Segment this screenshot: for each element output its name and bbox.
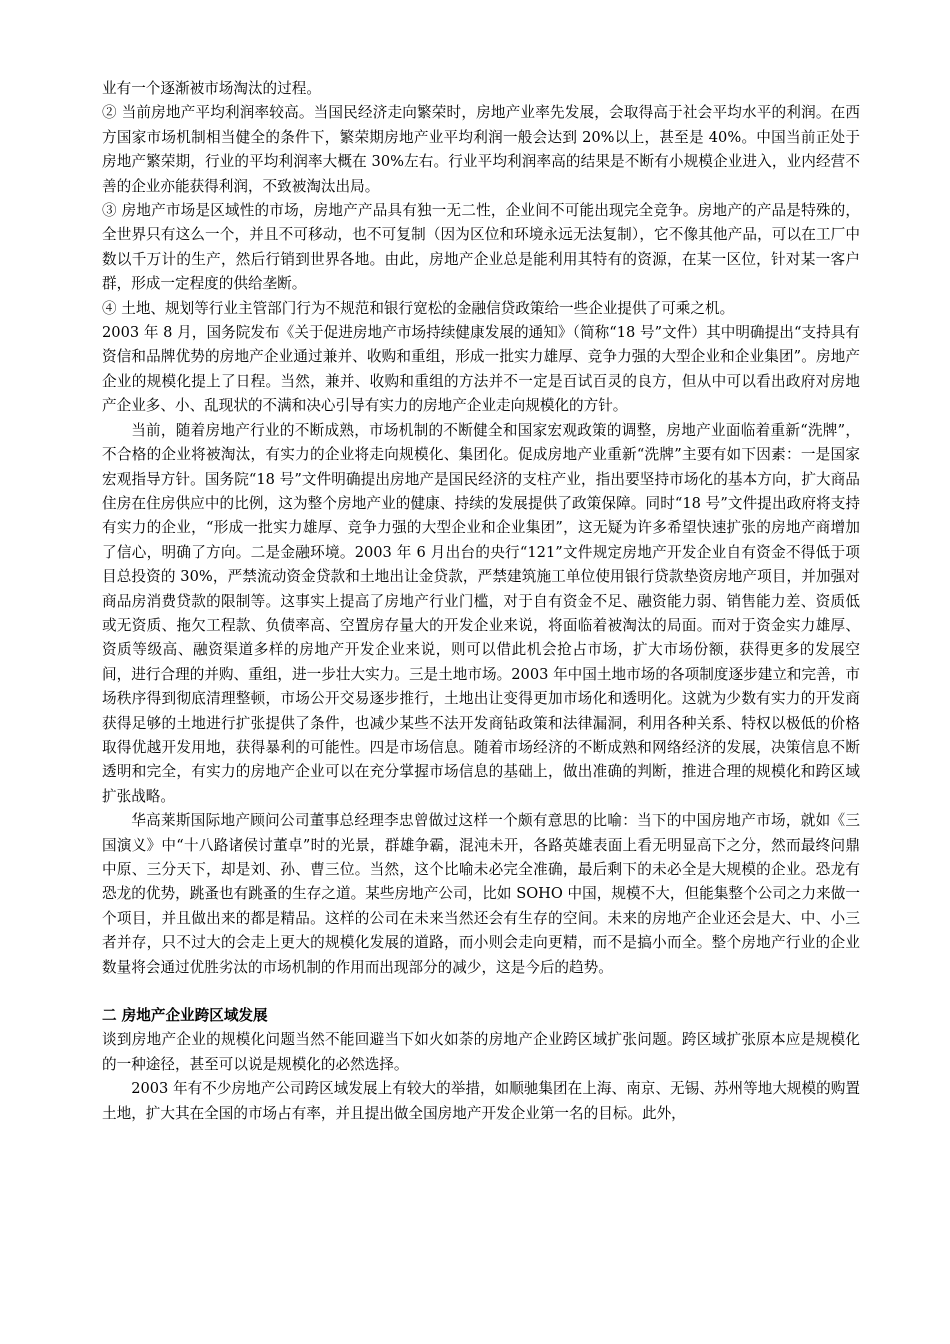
section-heading: 二 房地产企业跨区域发展: [102, 1007, 268, 1025]
paragraph-analogy: 华高莱斯国际地产顾问公司董事总经理李忠曾做过这样一个颇有意思的比喻：当下的中国房地产市场，就如《三国演义》中“十八路诸侯讨董卓”时的光景，群雄争霸，混沌未开，各路英雄表面上看无明显高下之分，然而最终问鼎中原、三分天下，却是刘、孙、曹三位。当然，这个比喻未必完全准确，最后剩下的未必全是大规模的企业。恐龙有恐龙的优势，跳蚤也有跳蚤的生存之道。某些房地产公司，比如 SOHO 中国，规模不大，但能集整个公司之力来做一个项目，并且做出来的都是精品。这样的公司在未来当然还会有生存的空间。未来的房地产企业还会是大、中、小三者并存，只不过大的会走上更大的规模化发展的道路，而小则会走向更精，而不是搞小而全。整个房地产行业的企业数量将会通过优胜劣汰的市场机制的作用而出现部分的减少，这是今后的趋势。: [102, 812, 860, 976]
section-gap: [102, 980, 860, 1004]
paragraph-policy-18: 2003 年 8 月，国务院发布《关于促进房地产市场持续健康发展的通知》（简称“18 号”文件）其中明确提出“支持具有资信和品牌优势的房地产企业通过兼并、收购和重组，形成一批实力雄厚、竞争力强的大型企业和企业集团”。房地产企业的规模化提上了日程。当然，兼并、收购和重组的方法并不一定是百试百灵的良方，但从中可以看出政府对房地产企业多、小、乱现状的不满和决心引导有实力的房地产企业走向规模化的方针。: [102, 324, 860, 415]
document-page: [102, 77, 860, 1126]
paragraph-reshuffle-factors: 当前，随着房地产行业的不断成熟，市场机制的不断健全和国家宏观政策的调整，房地产业面临着重新“洗牌”，不合格的企业将被淘汰，有实力的企业将走向规模化、集团化。促成房地产业重新“洗牌”主要有如下因素：一是国家宏观指导方针。国务院“18 号”文件明确提出房地产是国民经济的支柱产业，指出要坚持市场化的基本方向，扩大商品住房在住房供应中的比例，这为整个房地产业的健康、持续的发展提供了政策保障。同时“18 号”文件提出政府将支持有实力的企业，“形成一批实力雄厚、竞争力强的大型企业和企业集团”，这无疑为许多希望快速扩张的房地产商增加了信心，明确了方向。二是金融环境。2003 年 6 月出台的央行“121”文件规定房地产开发企业自有资金不得低于项目总投资的 30%，严禁流动资金贷款和土地出让金贷款，严禁建筑施工单位使用银行贷款垫资房地产项目，并加强对商品房消费贷款的限制等。这事实上提高了房地产行业门槛，对于自有资金不足、融资能力弱、销售能力差、资质低或无资质、拖欠工程款、负债率高、空置房存量大的开发企业来说，将面临着被淘汰的局面。而对于资金实力雄厚、资质等级高、融资渠道多样的房地产开发企业来说，则可以借此机会抢占市场，扩大市场份额，获得更多的发展空间，进行合理的并购、重组，进一步壮大实力。三是土地市场。2003 年中国土地市场的各项制度逐步建立和完善，市场秩序得到彻底清理整顿，市场公开交易逐步推行，土地出让变得更加市场化和透明化。这就为少数有实力的开发商获得足够的土地进行扩张提供了条件，也减少某些不法开发商钻政策和法律漏洞，利用各种关系、特权以极低的价格取得优越开发用地，获得暴利的可能性。四是市场信息。随着市场经济的不断成熟和网络经济的发展，决策信息不断透明和完全，有实力的房地产企业可以在充分掌握市场信息的基础上，做出准确的判断，推进合理的规模化和跨区域扩张战略。: [102, 421, 860, 805]
paragraph-cross-region-2003: 2003 年有不少房地产公司跨区域发展上有较大的举措，如顺驰集团在上海、南京、无锡、苏州等地大规模的购置土地，扩大其在全国的市场占有率，并且提出做全国房地产开发企业第一名的目标。此外，: [102, 1080, 860, 1122]
paragraph-cross-region-intro: 谈到房地产企业的规模化问题当然不能回避当下如火如荼的房地产企业跨区域扩张问题。跨区域扩张原本应是规模化的一种途径，甚至可以说是规模化的必然选择。: [102, 1031, 860, 1073]
paragraph-point-4: ④ 土地、规划等行业主管部门行为不规范和银行宽松的金融信贷政策给一些企业提供了可乘之机。: [102, 299, 735, 317]
paragraph-point-3: ③ 房地产市场是区域性的市场，房地产产品具有独一无二性，企业间不可能出现完全竞争。房地产的产品是特殊的，全世界只有这么一个，并且不可移动，也不可复制（因为区位和环境永远无法复制），它不像其他产品，可以在工厂中数以千万计的生产，然后行销到世界各地。由此，房地产企业总是能利用其特有的资源，在某一区位，针对某一客户群，形成一定程度的供给垄断。: [102, 202, 860, 293]
paragraph-point-2: ② 当前房地产平均利润率较高。当国民经济走向繁荣时，房地产业率先发展，会取得高于社会平均水平的利润。在西方国家市场机制相当健全的条件下，繁荣期房地产业平均利润一般会达到 20%以上，甚至是 40%。中国当前正处于房地产繁荣期，行业的平均利润率大概在 30%左右。行业平均利润率高的结果是不断有小规模企业进入，业内经营不善的企业亦能获得利润，不致被淘汰出局。: [102, 104, 860, 195]
paragraph-continuation: 业有一个逐渐被市场淘汰的过程。: [102, 80, 321, 97]
